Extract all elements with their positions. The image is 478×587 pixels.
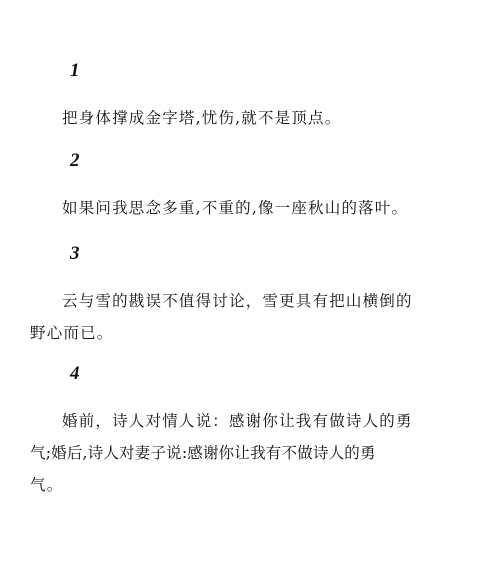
text-line: 气;婚后,诗人对妻子说:感谢你让我有不做诗人的勇 [30,444,376,462]
section-number: 2 [70,150,80,171]
section-4 [30,363,446,501]
section-1 [62,60,446,134]
section-2 [62,150,446,224]
section-text [30,285,446,349]
text-line: 云与雪的戡误不值得讨论，雪更具有把山横倒的 [62,292,413,310]
section-number: 1 [70,60,80,81]
section-text [30,405,446,501]
section-text [62,102,446,134]
text-line: 野心而已。 [30,324,114,342]
section-3 [30,243,446,349]
section-number: 4 [70,363,80,384]
text-line: 婚前，诗人对情人说：感谢你让我有做诗人的勇 [62,412,413,430]
text-line: 把身体撑成金字塔,忧伤,就不是顶点。 [62,109,342,127]
section-text [62,192,446,224]
text-line: 气。 [30,476,64,494]
section-number: 3 [70,243,80,264]
text-line: 如果问我思念多重,不重的,像一座秋山的落叶。 [62,199,409,217]
